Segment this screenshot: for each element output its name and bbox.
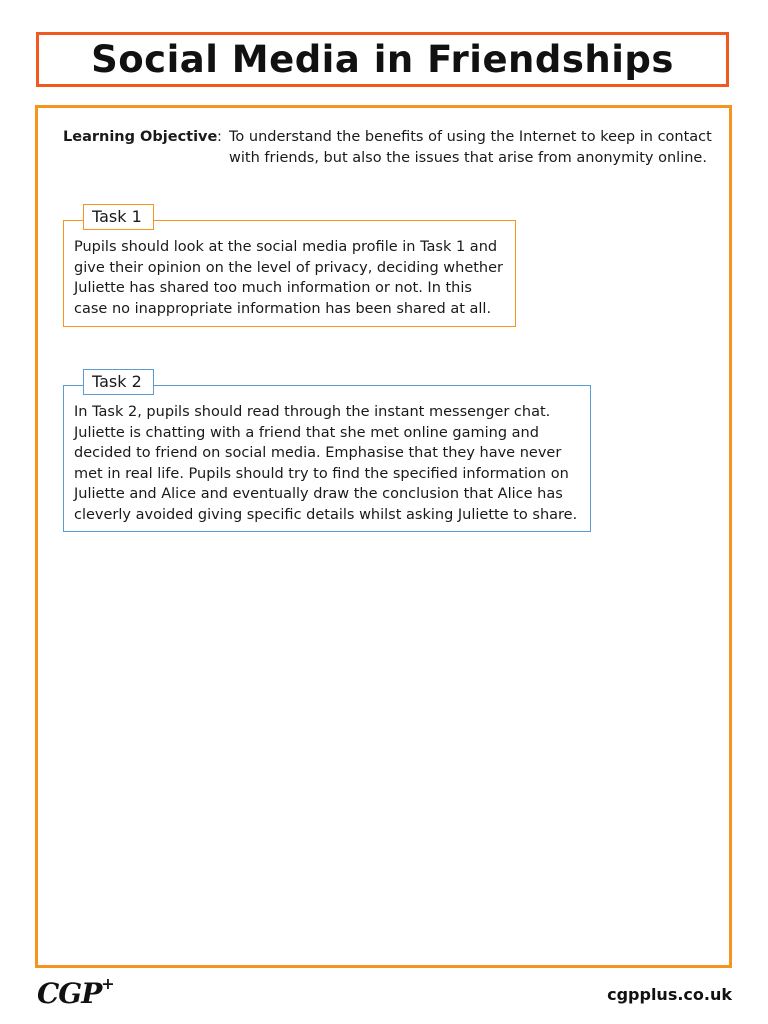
- task-2-line: Juliette is chatting with a friend that she met online gaming and: [74, 424, 539, 441]
- task-2-line: In Task 2, pupils should read through the instant messenger chat.: [74, 404, 551, 420]
- objective-text: To understand the benefits of using the Internet to keep in contact with friends, but also the issues that arise from anonymity online.: [229, 129, 712, 166]
- task-1-line: Pupils should look at the social media profile in Task 1 and: [74, 239, 498, 255]
- task-1-tab: Task 1: [83, 204, 154, 230]
- title-banner: [36, 32, 729, 87]
- task-2-tab: Task 2: [83, 369, 154, 395]
- task-1-line: Juliette has shared too much information or not. In this: [74, 280, 472, 296]
- task-2-box: [63, 385, 591, 532]
- logo-text: CGP: [37, 977, 102, 1010]
- task-2-line: decided to friend on social media. Emphasise that they have never: [74, 445, 562, 461]
- objective-colon: :: [217, 129, 222, 145]
- logo-plus: +: [101, 973, 114, 993]
- task-2-line: met in real life. Pupils should try to find the specified information on: [74, 465, 569, 482]
- task-2-line: Juliette and Alice and eventually draw the conclusion that Alice has: [74, 486, 563, 502]
- task-1-line: case no inappropriate information has been shared at all.: [74, 300, 492, 317]
- objective-label: Learning Objective: [63, 129, 218, 145]
- task-1-line: give their opinion on the level of privacy, deciding whether: [74, 259, 504, 276]
- site-url: cgpplus.co.uk: [607, 985, 732, 1004]
- task-2-line: cleverly avoided giving specific details whilst asking Juliette to share.: [74, 506, 578, 523]
- task-1-box: [63, 220, 516, 327]
- page-title: Social Media in Friendships: [91, 38, 674, 81]
- cgp-logo: [37, 973, 114, 1010]
